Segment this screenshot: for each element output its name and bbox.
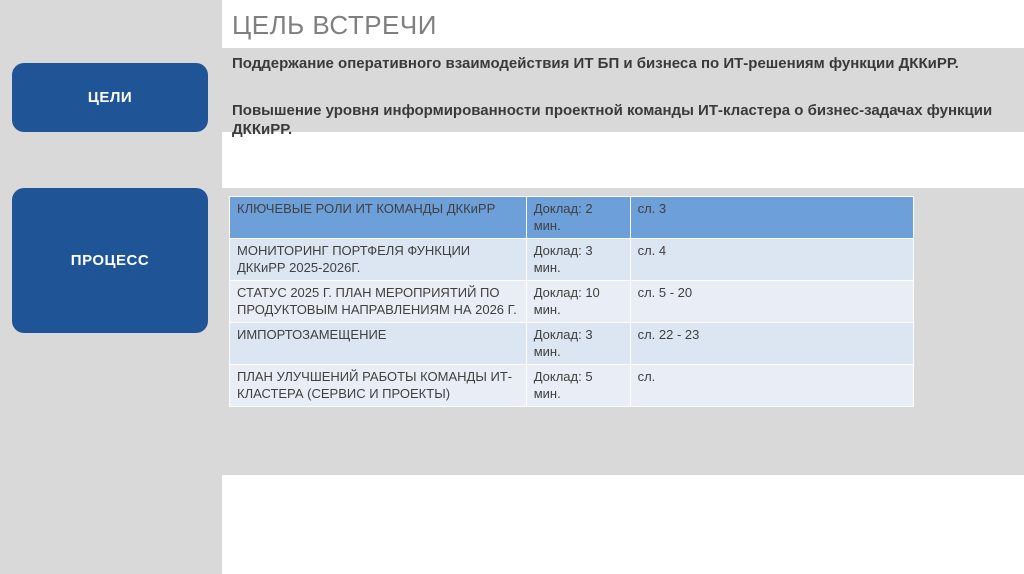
goal-item: Повышение уровня информированности проектной команды ИТ-кластера о бизнес-задачах функции ДККиРР. bbox=[232, 102, 993, 138]
agenda-slides: сл. 4 bbox=[630, 239, 913, 281]
goals-label-text: ЦЕЛИ bbox=[87, 89, 133, 106]
process-label-text: ПРОЦЕСС bbox=[70, 252, 150, 269]
agenda-slides: сл. bbox=[630, 365, 913, 407]
agenda-table bbox=[229, 196, 914, 407]
agenda-topic: КЛЮЧЕВЫЕ РОЛИ ИТ КОМАНДЫ ДККиРР bbox=[230, 197, 527, 239]
agenda-topic: ИМПОРТОЗАМЕЩЕНИЕ bbox=[230, 323, 527, 365]
slide-title: ЦЕЛЬ ВСТРЕЧИ bbox=[232, 10, 437, 40]
agenda-slides: сл. 3 bbox=[630, 197, 913, 239]
agenda-slides: сл. 22 - 23 bbox=[630, 323, 913, 365]
agenda-row bbox=[230, 323, 914, 365]
goals-label bbox=[12, 63, 208, 132]
agenda-row bbox=[230, 239, 914, 281]
process-label bbox=[12, 188, 208, 333]
agenda-row bbox=[230, 281, 914, 323]
goal-item: Поддержание оперативного взаимодействия ИТ БП и бизнеса по ИТ-решениям функции ДККиРР. bbox=[232, 55, 959, 72]
agenda-slides: сл. 5 - 20 bbox=[630, 281, 913, 323]
agenda-report: Доклад: 10 мин. bbox=[526, 281, 630, 323]
agenda-row bbox=[230, 365, 914, 407]
agenda-report: Доклад: 3 мин. bbox=[526, 239, 630, 281]
agenda-topic: СТАТУС 2025 Г. ПЛАН МЕРОПРИЯТИЙ ПО ПРОДУКТОВЫМ НАПРАВЛЕНИЯМ НА 2026 Г. bbox=[230, 281, 527, 323]
agenda-report: Доклад: 2 мин. bbox=[526, 197, 630, 239]
agenda-report: Доклад: 3 мин. bbox=[526, 323, 630, 365]
agenda-row bbox=[230, 197, 914, 239]
agenda-topic: МОНИТОРИНГ ПОРТФЕЛЯ ФУНКЦИИ ДККиРР 2025-2026Г. bbox=[230, 239, 527, 281]
agenda-report: Доклад: 5 мин. bbox=[526, 365, 630, 407]
agenda-topic: ПЛАН УЛУЧШЕНИЙ РАБОТЫ КОМАНДЫ ИТ-КЛАСТЕРА (СЕРВИС И ПРОЕКТЫ) bbox=[230, 365, 527, 407]
